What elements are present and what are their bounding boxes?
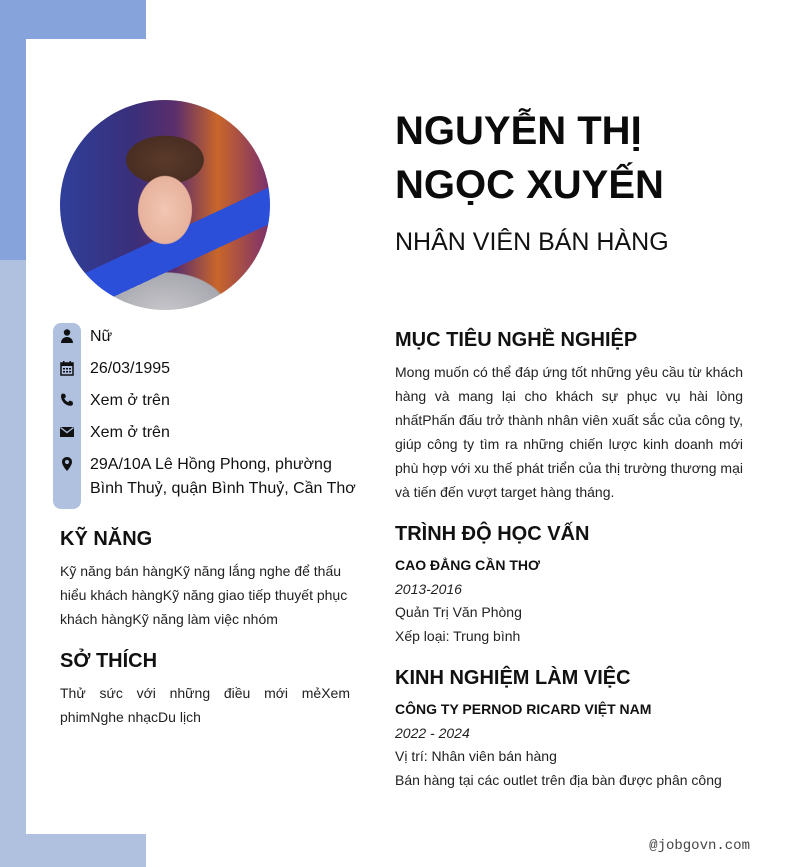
email-icon <box>56 421 78 443</box>
phone-icon <box>56 389 78 411</box>
decorative-left-bar-upper <box>0 39 26 260</box>
experience-heading: KINH NGHIỆM LÀM VIỆC <box>395 667 631 689</box>
contact-gender <box>56 325 360 349</box>
experience-company: CÔNG TY PERNOD RICARD VIỆT NAM <box>395 701 652 717</box>
watermark: @jobgovn.com <box>649 838 750 854</box>
experience-period: 2022 - 2024 <box>395 725 470 741</box>
contact-birthdate <box>56 357 360 381</box>
contact-address <box>56 453 360 501</box>
education-grade: Xếp loại: Trung bình <box>395 628 521 644</box>
phone-value: Xem ở trên <box>90 392 170 409</box>
candidate-job-title: NHÂN VIÊN BÁN HÀNG <box>395 228 669 256</box>
education-school: CAO ĐẲNG CẦN THƠ <box>395 557 540 573</box>
birthdate-value: 26/03/1995 <box>90 360 171 377</box>
address-value: 29A/10A Lê Hồng Phong, phường Bình Thuỷ, quận Bình Thuỷ, Cần Thơ <box>90 456 356 497</box>
email-value: Xem ở trên <box>90 424 170 441</box>
objective-heading: MỤC TIÊU NGHỀ NGHIỆP <box>395 329 638 351</box>
person-icon <box>56 325 78 347</box>
location-pin-icon <box>56 453 78 475</box>
gender-value: Nữ <box>90 328 113 345</box>
candidate-name: NGUYỄN THỊ NGỌC XUYẾN <box>395 109 664 207</box>
hobbies-text: Thử sức với những điều mới mẻXem phimNghe nhạcDu lịch <box>60 685 350 725</box>
contact-phone <box>56 389 360 413</box>
profile-photo <box>60 100 270 310</box>
education-major: Quản Trị Văn Phòng <box>395 604 522 620</box>
objective-text: Mong muốn có thể đáp ứng tốt những yêu cầu từ khách hàng và mang lại cho khách sự phục vụ hài lòng nhấtPhấn đấu trở thành nhân viên xuất sắc của công ty, giúp công ty tìm ra những chiến lược kinh doanh mới phù hợp với xu thế phát triển của thị trường thương mại và tiến đến vượt target hàng tháng. <box>395 364 743 500</box>
experience-position: Vị trí: Nhân viên bán hàng <box>395 748 557 764</box>
calendar-icon <box>56 357 78 379</box>
contact-email <box>56 421 360 445</box>
decorative-top-bar <box>0 0 146 39</box>
hobbies-heading: SỞ THÍCH <box>60 650 158 672</box>
skills-text: Kỹ năng bán hàngKỹ năng lắng nghe để thấu hiểu khách hàngKỹ năng giao tiếp thuyết phục khách hàngKỹ năng làm việc nhóm <box>60 563 348 627</box>
experience-description: Bán hàng tại các outlet trên địa bàn được phân công <box>395 772 722 788</box>
education-heading: TRÌNH ĐỘ HỌC VẤN <box>395 523 590 545</box>
education-period: 2013-2016 <box>395 581 462 597</box>
decorative-bottom-bar <box>26 834 146 867</box>
skills-heading: KỸ NĂNG <box>60 528 153 550</box>
decorative-left-bar-lower <box>0 260 26 867</box>
